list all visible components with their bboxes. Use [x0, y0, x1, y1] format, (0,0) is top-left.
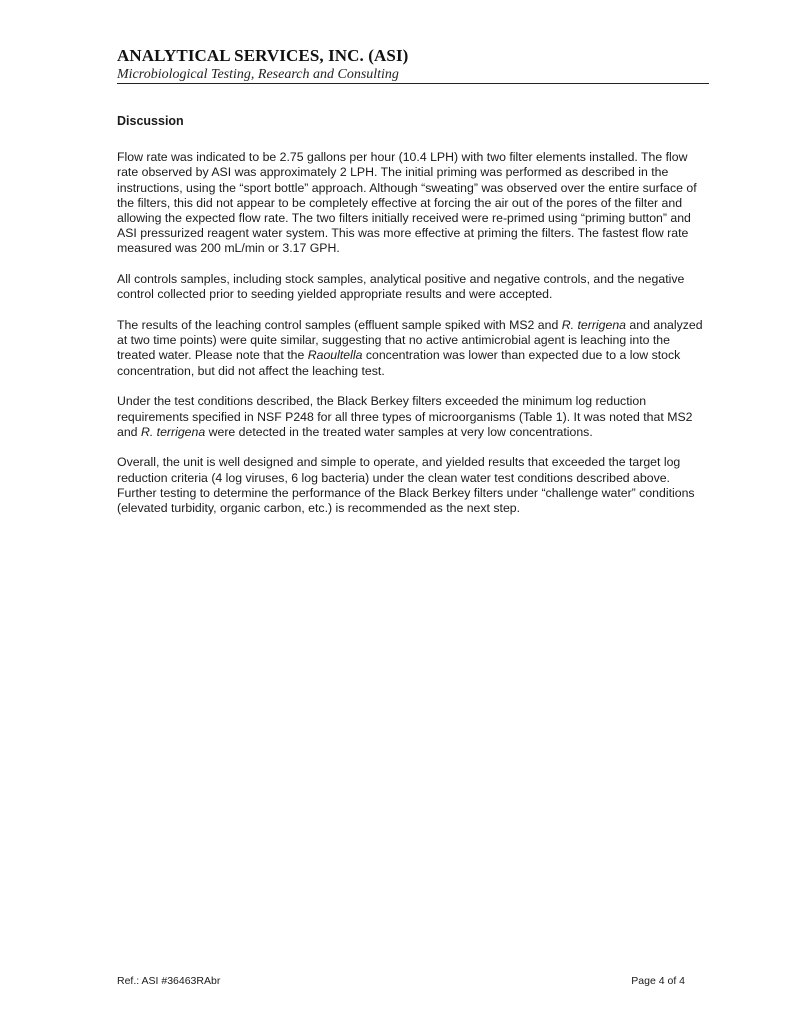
- paragraph-flow-rate: Flow rate was indicated to be 2.75 gallons per hour (10.4 LPH) with two filter elements installed. The flow rate observed by ASI was approximately 2 LPH. The initial priming was performed as described in the instructions, using the “sport bottle” approach. Although “sweating” was observed over the entire surface of the filters, this did not appear to be completely effective at forcing the air out of the pores of the filter and allowing the expected flow rate. The two filters initially received were re-primed using “priming button” and ASI pressurized reagent water system. This was more effective at priming the filters. The fastest flow rate measured was 200 mL/min or 3.17 GPH.: [117, 150, 697, 256]
- paragraph-log-reduction: [117, 394, 709, 440]
- company-tagline: Microbiological Testing, Research and Consulting: [117, 67, 399, 82]
- company-name: ANALYTICAL SERVICES, INC. (ASI): [117, 46, 409, 65]
- genus-name: Raoultella: [307, 348, 363, 363]
- header-divider: [117, 83, 709, 84]
- text-run: Under the test conditions described, the Black Berkey filters exceeded the minimum log reduction requirements specified in NSF P248 for all three types of microorganisms (Table 1). It was noted that MS2 and: [117, 394, 693, 439]
- text-run: The results of the leaching control samples (effluent sample spiked with MS2 and: [117, 318, 562, 333]
- paragraph-leaching: [117, 318, 709, 379]
- species-name: R. terrigena: [140, 424, 206, 439]
- text-run: were detected in the treated water samples at very low concentrations.: [205, 424, 593, 439]
- species-name: R. terrigena: [561, 318, 626, 333]
- paragraph-conclusion: Overall, the unit is well designed and simple to operate, and yielded results that exceeded the target log reduction criteria (4 log viruses, 6 log bacteria) under the clean water test conditions described above. Further testing to determine the performance of the Black Berkey filters under “challenge water” conditions (elevated turbidity, organic carbon, etc.) is recommended as the next step.: [117, 455, 695, 516]
- report-reference: Ref.: ASI #36463RAbr: [117, 975, 221, 987]
- letterhead: [117, 46, 709, 83]
- discussion-section: [117, 114, 709, 532]
- text-run: concentration was lower than expected due to a low stock concentration, but did not affect the leaching test.: [117, 348, 681, 378]
- text-run: and analyzed at two time points) were quite similar, suggesting that no active antimicrobial agent is leaching into the treated water. Please note that the: [117, 318, 703, 363]
- section-heading: Discussion: [117, 114, 184, 128]
- paragraph-controls: All controls samples, including stock samples, analytical positive and negative controls, and the negative control collected prior to seeding yielded appropriate results and were accepted.: [117, 272, 685, 302]
- page-number: Page 4 of 4: [631, 975, 685, 987]
